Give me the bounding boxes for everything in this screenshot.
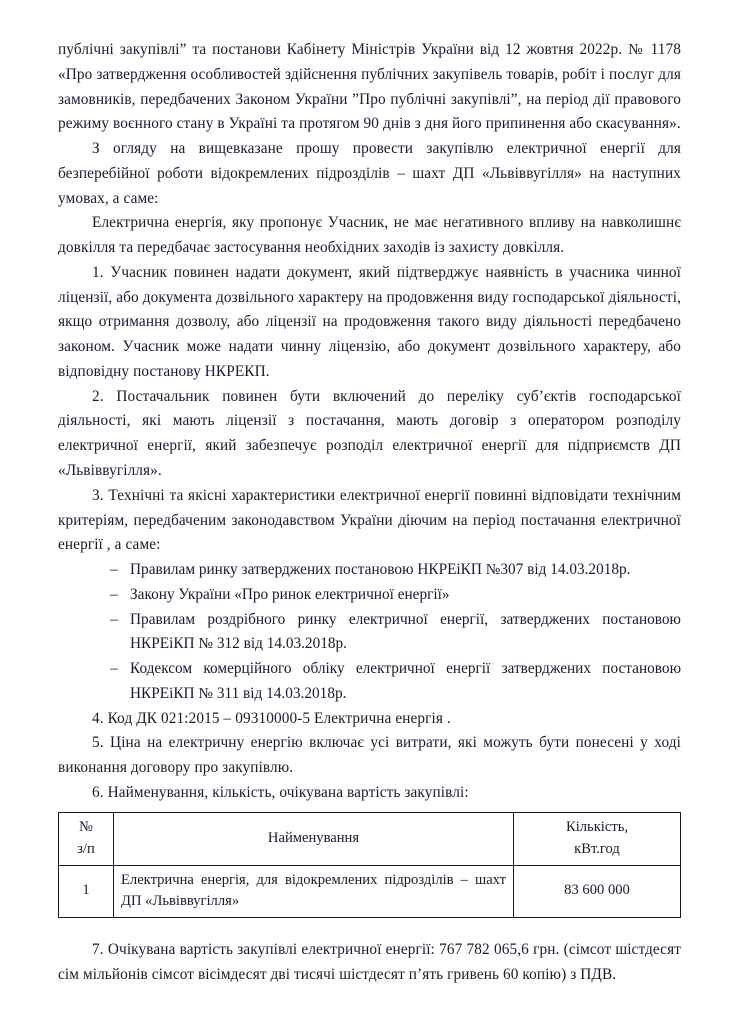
table-header-qty-line1: Кількість, [565, 818, 629, 835]
table-header-no-line2: з/п [77, 840, 95, 857]
table-header-name: Найменування [114, 812, 514, 865]
list-item [110, 558, 681, 583]
paragraph-item-1: 1. Учасник повинен надати документ, який підтверджує наявність в учасника чинної ліцензії, або документа дозвільного характеру на продовження виду господарської діяльності, якщо отримання дозволу, або ліцензії на продовження такого виду діяльності передбачено законом. Учасник може надати чинну ліцензію, або документ дозвільного характеру, або відповідну постанову НКРЕКП. [58, 263, 681, 380]
table-header-qty [514, 812, 681, 865]
paragraph-item-2: 2. Постачальник повинен бути включений до переліку суб’єктів господарської діяльності, які мають ліцензії з постачання, мають договір з оператором розподілу електричної енергії, який забезпечує розподіл електричної енергії для підприємств ДП «Львіввугілля». [58, 387, 681, 480]
dash-marker: – [110, 585, 118, 603]
dash-marker: – [110, 561, 118, 579]
table-cell-name: Електрична енергія, для відокремлених підрозділів – шахт ДП «Львіввугілля» [114, 865, 514, 918]
dash-marker: – [110, 660, 118, 678]
table-cell-qty: 83 600 000 [514, 865, 681, 918]
list-item-text: Правилам ринку затверджених постановою НКРЕіКП №307 від 14.03.2018р. [130, 561, 631, 579]
table-header-qty-line2: кВт.год [574, 840, 620, 857]
table-header-row [59, 812, 681, 865]
paragraph-item-5: 5. Ціна на електричну енергію включає усі витрати, які можуть бути понесені у ході виконання договору про закупівлю. [58, 734, 681, 777]
list-item [110, 657, 681, 707]
paragraph-continuation: публічні закупівлі” та постанови Кабінету Міністрів України від 12 жовтня 2022р. № 1178 «Про затвердження особливостей здійснення публічних закупівель товарів, робіт і послуг для замовників, передбачених Законом України ”Про публічні закупівлі”, на період дії правового режиму воєнного стану в Україні та протягом 90 днів з дня його припинення або скасування». [58, 41, 681, 133]
table-row [59, 865, 681, 918]
dash-list [58, 558, 681, 707]
list-item-text: Закону України «Про ринок електричної енергії» [130, 585, 450, 603]
paragraph-request: З огляду на вищевказане прошу провести закупівлю електричної енергії для безперебійної роботи відокремлених підрозділів – шахт ДП «Львіввугілля» на наступних умовах, а саме: [58, 140, 681, 207]
paragraph-environment: Електрична енергія, яку пропонує Учасник, не має негативного впливу на навколишнє довкілля та передбачає застосування необхідних заходів із захисту довкілля. [58, 214, 681, 257]
paragraph-item-6: 6. Найменування, кількість, очікувана вартість закупівлі: [92, 783, 469, 801]
paragraph-item-3: 3. Технічні та якісні характеристики електричної енергії повинні відповідати технічним критеріям, передбаченим законодавством України діючим на період постачання електричної енергії , а саме: [58, 486, 681, 554]
paragraph-item-7: 7. Очікувана вартість закупівлі електричної енергії: 767 782 065,6 грн. (сімсот шістдесят сім мільйонів сімсот вісімдесят дві тисячі шістдесят п’ять гривень 60 копію) з ПДВ. [58, 941, 681, 984]
list-item-text: Кодексом комерційного обліку електричної енергії затверджених постановою НКРЕіКП № 311 від 14.03.2018р. [130, 660, 681, 702]
table-header-no [59, 812, 114, 865]
table-header-no-line1: № [79, 818, 93, 835]
procurement-table [58, 812, 681, 919]
list-item [110, 608, 681, 658]
dash-marker: – [110, 610, 118, 628]
list-item [110, 583, 681, 608]
table-cell-no: 1 [59, 865, 114, 918]
paragraph-item-4: 4. Код ДК 021:2015 – 09310000-5 Електрична енергія . [92, 709, 451, 727]
list-item-text: Правилам роздрібного ринку електричної енергії, затверджених постановою НКРЕіКП № 312 від 14.03.2018р. [130, 610, 681, 653]
